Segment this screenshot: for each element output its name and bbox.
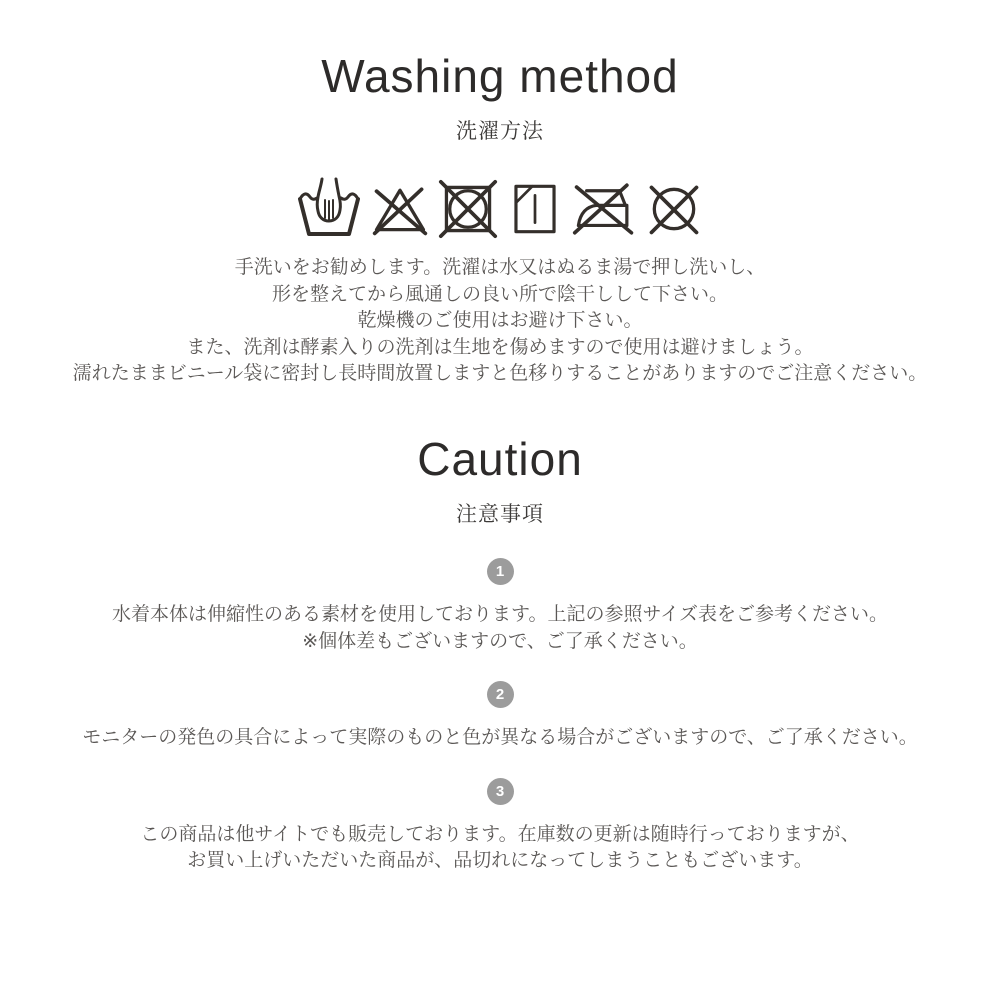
caution-text-line: この商品は他サイトでも販売しております。在庫数の更新は随時行っておりますが、 bbox=[140, 823, 860, 845]
washing-method-section bbox=[0, 0, 1000, 388]
caution-title: Caution bbox=[417, 432, 583, 485]
laundry-care-symbols bbox=[0, 176, 1000, 240]
do-not-bleach-icon bbox=[370, 178, 430, 240]
caution-text-line: お買い上げいただいた商品が、品切れになってしまうこともございます。 bbox=[187, 850, 813, 872]
caution-text-line: 水着本体は伸縮性のある素材を使用しております。上記の参照サイズ表をご参考ください。 bbox=[112, 604, 888, 626]
hand-wash-icon bbox=[296, 176, 362, 240]
caution-items bbox=[0, 558, 1000, 875]
caution-subtitle-ja: 注意事項 bbox=[456, 503, 544, 527]
caution-item-2 bbox=[0, 681, 1000, 752]
do-not-tumble-dry-icon bbox=[438, 178, 498, 240]
washing-method-title: Washing method bbox=[321, 50, 679, 102]
caution-item-text bbox=[0, 822, 1000, 875]
washing-method-subtitle-ja: 洗濯方法 bbox=[456, 120, 544, 144]
instruction-line: 形を整えてから風通しの良い所で陰干しして下さい。 bbox=[271, 283, 728, 305]
caution-text-line: モニターの発色の具合によって実際のものと色が異なる場合がございますので、ご了承ください。 bbox=[82, 727, 918, 749]
line-dry-in-shade-icon bbox=[506, 178, 564, 240]
instruction-line: 濡れたままビニール袋に密封し長時間放置しますと色移りすることがありますのでご注意ください。 bbox=[72, 363, 928, 385]
caution-item-text bbox=[0, 725, 1000, 752]
caution-item-3 bbox=[0, 778, 1000, 875]
item-number-badge: 1 bbox=[487, 558, 514, 585]
instruction-line: 乾燥機のご使用はお避け下さい。 bbox=[357, 310, 643, 332]
washing-instructions bbox=[0, 255, 1000, 388]
item-number-badge: 2 bbox=[487, 681, 514, 708]
caution-item-1 bbox=[0, 558, 1000, 655]
caution-section bbox=[0, 432, 1000, 875]
item-number-badge: 3 bbox=[487, 778, 514, 805]
caution-item-text bbox=[0, 602, 1000, 655]
do-not-dry-clean-icon bbox=[644, 178, 704, 240]
instruction-line: 手洗いをお勧めします。洗濯は水又はぬるま湯で押し洗いし、 bbox=[234, 257, 766, 279]
do-not-iron-icon bbox=[572, 178, 636, 240]
instruction-line: また、洗剤は酵素入りの洗剤は生地を傷めますので使用は避けましょう。 bbox=[186, 336, 814, 358]
caution-text-line: ※個体差もございますので、ご了承ください。 bbox=[302, 630, 698, 652]
